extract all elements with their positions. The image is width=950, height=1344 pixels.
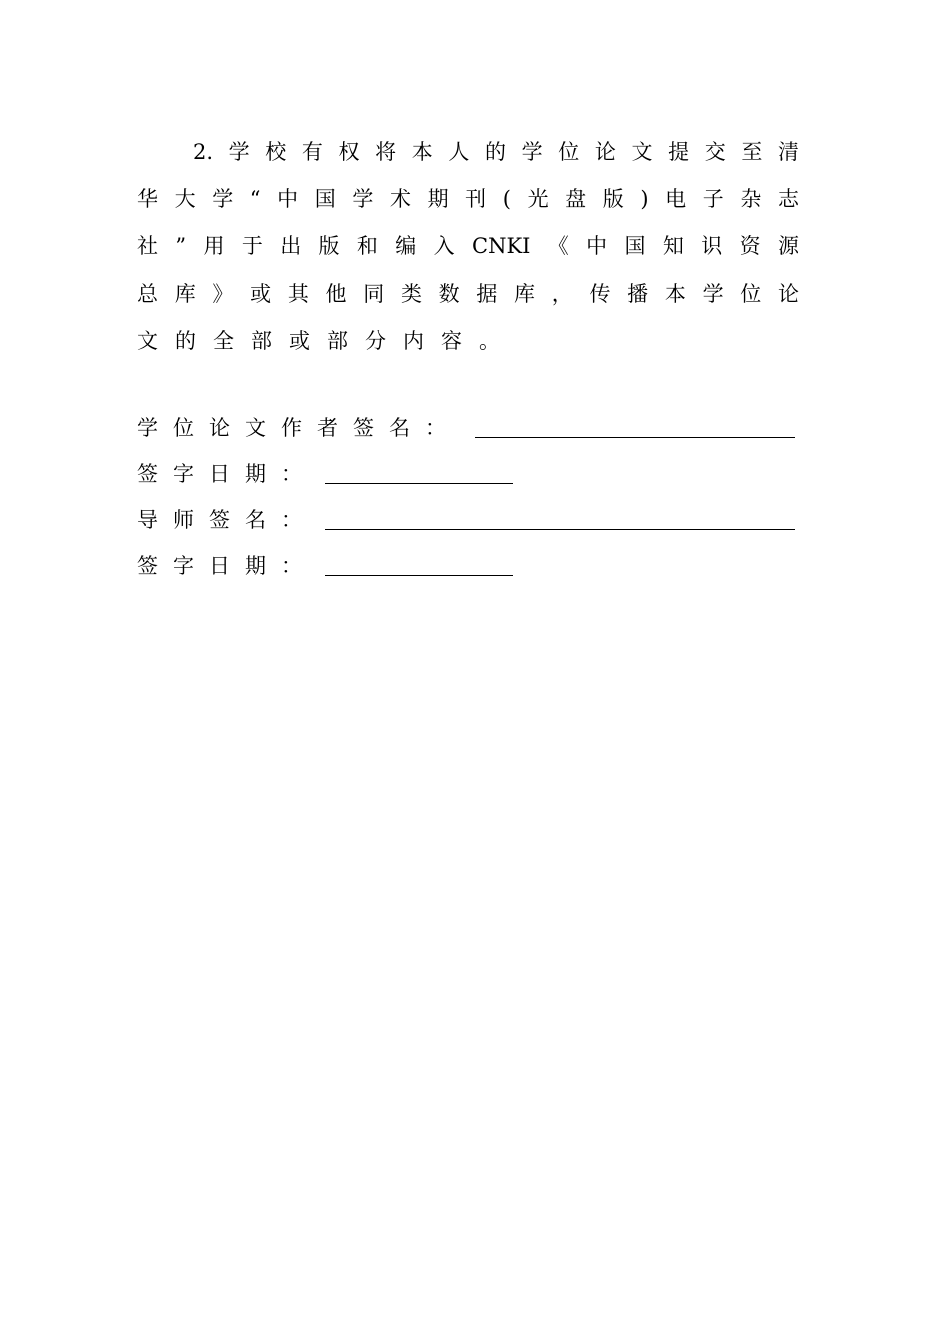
advisor-date-label: 签字日期： — [137, 554, 317, 578]
author-date-blank[interactable] — [325, 483, 513, 484]
paragraph-line-2: 华大学“中国学术期刊(光盘版)电子杂志 — [137, 187, 799, 211]
advisor-signature-row — [137, 504, 799, 536]
author-signature-row — [137, 412, 799, 444]
author-date-label: 签字日期： — [137, 462, 317, 486]
advisor-signature-label: 导师签名： — [137, 508, 317, 532]
paragraph-line-5: 文的全部或部分内容。 — [137, 329, 517, 353]
paragraph-line-1: 2.学校有权将本人的学位论文提交至清 — [193, 140, 799, 164]
author-date-row — [137, 458, 799, 490]
author-signature-blank[interactable] — [475, 437, 795, 438]
paragraph-line-3: 社”用于出版和编入CNKI《中国知识资源 — [137, 234, 799, 258]
advisor-signature-blank[interactable] — [325, 529, 795, 530]
author-signature-label: 学位论文作者签名： — [137, 416, 461, 440]
advisor-date-blank[interactable] — [325, 575, 513, 576]
advisor-date-row — [137, 550, 799, 582]
paragraph-line-4: 总库》或其他同类数据库，传播本学位论 — [137, 282, 799, 306]
